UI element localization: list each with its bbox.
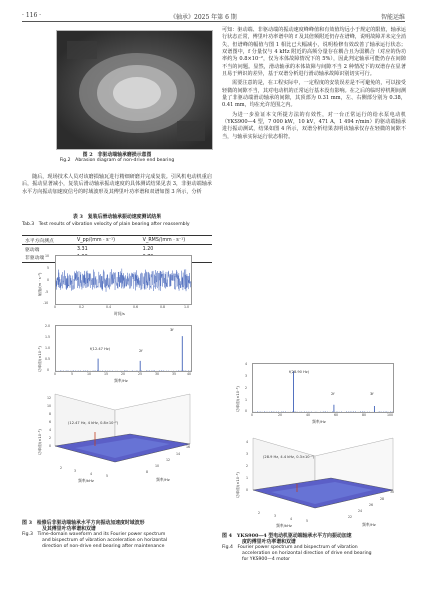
ytick: -5: [45, 290, 49, 294]
ytick: 2.0: [45, 324, 51, 328]
right-text-block: [222, 27, 406, 141]
xtick: 60: [334, 413, 339, 417]
ytick: -10: [43, 301, 49, 305]
right-body-text-3: 为进一步验证本文所提方法的有效性，对一台正常运行的给水泵电动机（YKS900—4 型，7 000 kW，10 kV，471 A，1 494 r/min）的驱动端轴承进行振动测试，结果如图 4 所示，双谱分析结果表明该轴承仅存在轻微的间隙不当，与轴承实际运行状态相符。: [222, 111, 406, 140]
fig3-waveform-xlabel: 时间/s: [114, 311, 125, 316]
xtick: 0.8: [160, 305, 166, 309]
left-paragraph: [22, 174, 212, 196]
xtick: 4: [290, 517, 293, 521]
xtick: 10: [87, 372, 92, 376]
spectrum-svg: [253, 364, 393, 412]
fig4-bispectrum-3d: [253, 438, 393, 510]
ytick: 1: [245, 398, 248, 402]
fig4-bispectrum-peak-label: (28.9 Hz, 4.4 kHz, 0.3×10⁻²): [263, 455, 315, 459]
ytick: 1.5: [45, 335, 51, 339]
fig4-bispectrum-xlabel: 频率/kHz: [276, 523, 292, 528]
right-body-text-1: 可知：驱动端、非驱动端的振动速度峰峰值和有效值均远小于规定的限值，轴承运行状态正常，傅里叶功率谱中的 f 及其倍频附近仍存在谱峰，说明故障并未完全消失，但谱峰的幅值与图 1 相比已大幅减小，说明检修有效改善了轴承运行状态；双谱图中，f 分量仅与 4 kHz 附近的高频分量存在耦合且为弱耦合（对应的伪功率约为 0.8×10⁻²，仅为本体故障情况下的 5%），因此判定轴承可能仍存在间隙不当的问题。显然，滑动轴承的本体故障与间隙不当 2 种情况下的双谱存在显著且易于辨识的差异，基于双谱分析进行滑动轴承故障识别切实可行。: [222, 27, 406, 78]
fig3-caption-en-1: Fig.3 Time-domain waveform and its Fourier power spectrum: [22, 532, 166, 538]
fig3-waveform-ylabel: 幅值/(m · s⁻²): [38, 272, 42, 296]
xtick: 0: [251, 413, 254, 417]
ytick: 0: [245, 409, 248, 413]
fig3-bispectrum-zlabel: 功率谱/(×10⁻²): [38, 429, 42, 455]
table3-title: [22, 214, 212, 220]
xtick: 20: [121, 372, 126, 376]
table3-title-cn: 表 3 复装后滑动轴承振动速度测试结果: [72, 214, 162, 220]
xtick: 40: [187, 372, 192, 376]
xtick: 20: [278, 413, 283, 417]
fig4-peak-f-label: f(28.90 Hz): [289, 370, 310, 374]
xtick: 0.2: [79, 305, 85, 309]
fig4-peak-2f-label: 2f: [331, 392, 335, 396]
fig3-caption-cn-1: 图 3 检修后非驱动端轴承水平方向振动加速度时域波形: [22, 520, 145, 526]
fig4-spectrum-ylabel: 功率谱/(×10⁻²): [236, 386, 240, 412]
ytick2: 22: [348, 515, 353, 519]
xtick: 3: [274, 514, 277, 518]
ztick: 1: [246, 476, 249, 480]
xtick: 35: [172, 372, 177, 376]
fig3-spectrum-plot: [55, 325, 192, 372]
xtick: 0: [54, 305, 57, 309]
header-rule: [22, 21, 405, 22]
table-row: [22, 245, 212, 254]
ztick: 3: [246, 452, 249, 456]
fig4-bispectrum-zlabel: 功率谱/(×10⁻²): [236, 472, 240, 498]
spectrum-svg: [56, 326, 191, 371]
fig3-bispectrum-peak-label: (12.47 Hz, 4 kHz, 0.8×10⁻²): [68, 421, 119, 425]
ztick: 10: [47, 404, 52, 408]
ztick: 12: [47, 396, 52, 400]
ytick: 0: [47, 278, 50, 282]
xtick: 40: [306, 413, 311, 417]
xtick: 3: [74, 469, 77, 473]
journal-title: 《轴承》2025 年第 6 期: [170, 14, 237, 21]
fig3-peak-f-label: f(12.47 Hz): [90, 347, 111, 351]
fig4-caption-en-2: acceleration on horizontal direction of drive end bearing: [242, 551, 372, 557]
ytick: 5: [47, 266, 50, 270]
ytick2: 30: [390, 490, 395, 494]
xtick: 0.4: [106, 305, 112, 309]
xtick: 4: [90, 472, 93, 476]
bearing-shape: [57, 31, 212, 149]
section-title: 智能运维: [380, 14, 405, 21]
fig3-caption: [22, 520, 214, 550]
table-header-cell: V_pp/(mm · s⁻¹): [76, 237, 115, 243]
table3-title-en: Tab.3 Test results of vibration velocity of plain bearing after reassembly: [22, 222, 190, 227]
table3-title-en-block: [22, 222, 212, 228]
ytick2: 16: [186, 445, 191, 449]
ztick: 0: [246, 488, 249, 492]
ztick: 2: [49, 436, 52, 440]
ztick: 0: [49, 444, 52, 448]
table-cell: 3.31: [76, 246, 88, 252]
fig3-bispectrum-ylabel: 频率/Hz: [156, 477, 170, 482]
ztick: 2: [246, 464, 249, 468]
fig3-waveform-plot: [55, 255, 192, 305]
fig3-peak-2f-label: 2f: [139, 349, 143, 353]
fig2-caption-cn: 图 2 非驱动端轴承磨损示意图: [82, 152, 152, 158]
fig3-caption-cn-2: 及其傅里叶功率谱和双谱: [42, 526, 96, 533]
xtick: 5: [106, 474, 109, 478]
xtick: 5: [306, 519, 309, 523]
ytick: 2: [245, 386, 248, 390]
ztick: 6: [49, 420, 52, 424]
fig3-peak-3f-label: 3f: [170, 328, 174, 332]
waveform-line: [56, 269, 191, 292]
xtick: 5: [71, 372, 74, 376]
xtick: 0.6: [133, 305, 139, 309]
fig3-caption-en-3: direction of non-drive end bearing after maintenance: [42, 544, 165, 550]
xtick: 2: [258, 511, 261, 515]
ytick2: 24: [358, 509, 363, 513]
ytick2: 8: [146, 470, 149, 474]
table-cell: 驱动端: [25, 247, 40, 253]
fig2-caption-en: Fig.2 Abrasion diagram of non-drive end bearing: [59, 158, 175, 164]
fig3-caption-en-2: and bispectrum of vibration acceleration on horizontal: [42, 538, 168, 544]
table-header-cell: V_RMS/(mm · s⁻¹): [142, 237, 186, 243]
fig3-spectrum-xlabel: 频率/Hz: [114, 378, 128, 383]
fig4-spectrum-xlabel: 频率/Hz: [312, 419, 326, 424]
ytick: 4: [245, 362, 248, 366]
fig4-bispectrum-ylabel: 频率/Hz: [362, 522, 376, 527]
table-cell: 1.20: [142, 246, 154, 252]
table-header-row: [22, 236, 212, 245]
ytick2: 14: [176, 452, 181, 456]
fig4-caption-cn-2: 度的傅里叶功率谱和双谱: [242, 539, 296, 546]
ztick: 4: [246, 440, 249, 444]
fig4-caption-en-1: Fig.4 Fourier power spectrum and bispectrum of vibration: [222, 545, 358, 551]
bearing-abrasion-photo: [56, 30, 213, 150]
fig3-spectrum-ylabel: 功率谱/(×10⁻²): [38, 346, 42, 372]
ztick: 8: [49, 412, 52, 416]
ytick: 0: [47, 368, 50, 372]
left-body-text: 随后，现场技术人员对该磨损轴瓦进行精细研磨并完成复装。引风机电动机重启后，振动显著减小，复装后滑动轴承振动速度的具体测试结果见表 3，非驱动端轴承水平方向振动加速度信号的时域波形及其傅里叶功率谱和双谱如图 3 所示，分析: [22, 174, 212, 195]
table-header-cell: 水平方向测点: [25, 238, 54, 244]
page-number: · 116 ·: [22, 12, 42, 19]
xtick: 30: [155, 372, 160, 376]
xtick: 100: [387, 413, 394, 417]
ytick: 1.0: [45, 346, 51, 350]
waveform-svg: [56, 256, 191, 304]
fig3-bispectrum-xlabel: 频率/kHz: [78, 478, 94, 483]
ytick: 0.5: [45, 357, 51, 361]
fig4-peak-3f-label: 3f: [370, 392, 374, 396]
table-cell: 非驱动端: [25, 255, 45, 261]
ytick: 3: [245, 374, 248, 378]
xtick: 15: [104, 372, 109, 376]
fig2-caption: [22, 152, 212, 164]
xtick: 0: [54, 372, 57, 376]
ytick2: 26: [369, 503, 374, 507]
fig4-caption-cn-1: 图 4 YKS900—4 型电动机驱动端轴承水平方向振动加速: [222, 533, 352, 539]
xtick: 1.0: [184, 305, 190, 309]
ztick: 4: [49, 428, 52, 432]
fig3-bispectrum-3d: [55, 394, 190, 464]
right-body-text-2: 需要注意的是，在工程实际中，一定程度的安装误差是不可避免的，可以接受轻微的间隙不当，其对电动机的正常运行基本没有影响。在之后的临时停机期间测量了非驱动端滑动轴承的间隙，其顶部为 0.31 mm，左、右侧部分别为 0.38，0.41 mm，均在允许范围之内。: [222, 80, 406, 109]
ytick2: 28: [380, 497, 385, 501]
xtick: 80: [362, 413, 367, 417]
ytick2: 12: [166, 458, 171, 462]
fig4-caption: [222, 533, 406, 563]
xtick: 2: [60, 466, 63, 470]
xtick: 25: [138, 372, 143, 376]
fig4-caption-en-3: for YKS900—4 motor: [242, 557, 291, 563]
fig4-spectrum-plot: [252, 363, 394, 413]
ytick2: 10: [155, 464, 160, 468]
ytick: 10: [45, 254, 50, 258]
